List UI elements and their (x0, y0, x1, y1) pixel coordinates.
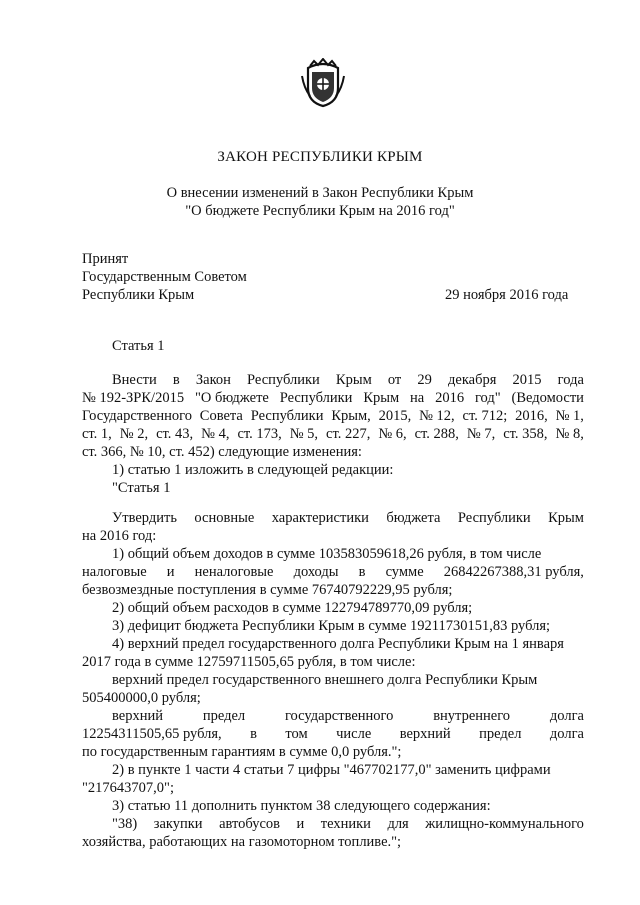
word: № 2, (119, 426, 149, 442)
word: характеристики (271, 510, 369, 526)
justified-line (82, 425, 584, 443)
word: Совета (199, 408, 243, 424)
word: (Ведомости (511, 390, 584, 406)
word: 2016, (515, 408, 548, 424)
adopted-line: Принят (82, 251, 129, 267)
word: № 192-ЗРК/2015 (82, 390, 185, 406)
word: от (387, 372, 402, 388)
word: Республики (279, 390, 353, 406)
word: в (358, 564, 366, 580)
word: и (296, 816, 305, 832)
word: ст. 288, (414, 426, 459, 442)
paragraph-budget (82, 509, 584, 851)
adoption-date: 29 ноября 2016 года (445, 287, 569, 303)
law-subtitle (0, 184, 640, 220)
sub-item-4: 4) верхний предел государственного долга Республики Крым на 1 января (112, 636, 564, 652)
word: для (387, 816, 409, 832)
word: предел (202, 708, 246, 724)
word: Крым (363, 390, 400, 406)
text-line: ст. 366, № 10, ст. 452) следующие изменения: (82, 444, 362, 460)
word: и (166, 564, 175, 580)
word: год" (474, 390, 501, 406)
word: "38) (112, 816, 138, 832)
word: Республики (247, 372, 320, 388)
word: бюджета (386, 510, 441, 526)
word: Внести (112, 372, 157, 388)
word: ст. 173, (237, 426, 282, 442)
article-heading: Статья 1 (112, 338, 165, 354)
item-1: 1) статью 1 изложить в следующей редакции: (112, 462, 394, 478)
text-line: на 2016 год: (82, 528, 157, 544)
subtitle-line: "О бюджете Республики Крым на 2016 год" (185, 203, 455, 219)
adopted-line: Государственным Советом (82, 269, 247, 285)
word: в (250, 726, 257, 742)
word: года (557, 372, 584, 388)
word: № 4, (201, 426, 230, 442)
word: 26842267388,31 рубля, (443, 564, 584, 580)
word: "О бюджете (194, 390, 269, 406)
word: 2015 (512, 372, 542, 388)
word: основные (194, 510, 255, 526)
word: ст. 712; (462, 408, 508, 424)
word: Республики (457, 510, 531, 526)
word: 12254311505,65 рубля, (82, 726, 222, 742)
quote-heading: "Статья 1 (112, 480, 171, 496)
item-3: 3) статью 11 дополнить пунктом 38 следующего содержания: (112, 798, 491, 814)
word: числе (336, 726, 372, 742)
adopted-line: Республики Крым (82, 287, 195, 303)
sub-item-1: 1) общий объем доходов в сумме 103583059618,26 рубля, в том числе (112, 546, 542, 562)
word: 2015, (378, 408, 412, 424)
subtitle-line: О внесении изменений в Закон Республики Крым (166, 185, 474, 201)
text-line: хозяйства, работающих на газомоторном топливе."; (82, 834, 402, 850)
word: верхний (399, 726, 451, 742)
word: налоговые (82, 564, 147, 580)
text-line: "217643707,0"; (82, 780, 174, 796)
word: Крым (335, 372, 372, 388)
word: ст. 43, (156, 426, 194, 442)
text-line: 505400000,0 рубля; (82, 690, 201, 706)
word: долга (549, 726, 584, 742)
word: № 8, (555, 426, 584, 442)
justified-line (82, 389, 584, 407)
justified-line (82, 725, 584, 743)
law-title: ЗАКОН РЕСПУБЛИКИ КРЫМ (217, 149, 423, 165)
word: Крым, (331, 408, 371, 424)
justified-line (82, 563, 584, 581)
justified-line (82, 815, 584, 833)
justified-line (82, 407, 584, 425)
word: Крым (548, 510, 584, 526)
sub-item-3: 3) дефицит бюджета Республики Крым в сумме 19211730151,83 рубля; (112, 618, 551, 634)
word: техники (320, 816, 371, 832)
sub-item-2: 2) общий объем расходов в сумме 122794789770,09 рубля; (112, 600, 473, 616)
word: том (285, 726, 308, 742)
word: Республики (250, 408, 324, 424)
text-line: 2017 года в сумме 12759711505,65 рубля, в том числе: (82, 654, 416, 670)
word: № 12, (419, 408, 455, 424)
justified-line (82, 707, 584, 725)
word: внутреннего (433, 708, 511, 724)
text-line: безвозмездные поступления в сумме 76740792229,95 рубля; (82, 582, 453, 598)
item-2: 2) в пункте 1 части 4 статьи 7 цифры "467702177,0" заменить цифрами (112, 762, 551, 778)
word: 29 (417, 372, 432, 388)
word: жилищно-коммунального (425, 816, 584, 832)
word: долга (549, 708, 584, 724)
word: Государственного (82, 408, 192, 424)
word: Утвердить (112, 510, 177, 526)
word: на (410, 390, 425, 406)
word: № 7, (466, 426, 496, 442)
word: автобусов (219, 816, 281, 832)
word: ст. 1, (82, 426, 112, 442)
word: декабря (448, 372, 497, 388)
external-debt: верхний предел государственного внешнего долга Республики Крым (112, 672, 538, 688)
crimea-coat-of-arms-icon (300, 58, 346, 108)
paragraph-amendments (82, 371, 584, 497)
word: ст. 358, (503, 426, 548, 442)
word: в (172, 372, 180, 388)
text-line: по государственным гарантиям в сумме 0,0 рубля."; (82, 744, 402, 760)
word: 2016 (435, 390, 465, 406)
justified-line (82, 371, 584, 389)
word: № 1, (555, 408, 584, 424)
word: доходы (293, 564, 339, 580)
word: закупки (153, 816, 203, 832)
justified-line (82, 509, 584, 527)
word: верхний (112, 708, 163, 724)
word: № 5, (289, 426, 319, 442)
word: Закон (195, 372, 231, 388)
adopted-by (82, 250, 247, 304)
word: предел (479, 726, 522, 742)
word: сумме (385, 564, 424, 580)
word: неналоговые (194, 564, 274, 580)
word: ст. 227, (326, 426, 371, 442)
word: государственного (284, 708, 394, 724)
word: № 6, (378, 426, 407, 442)
